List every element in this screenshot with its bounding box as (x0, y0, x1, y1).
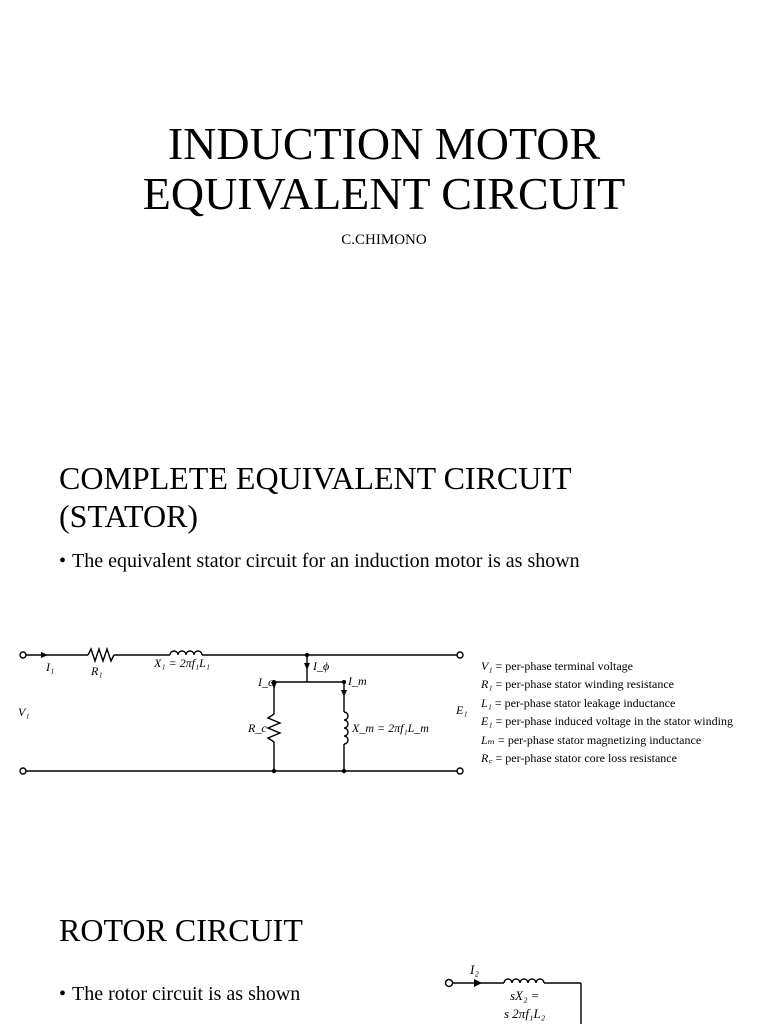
legend-row (481, 749, 733, 767)
label-I2: I₂ (470, 962, 479, 977)
label-Rc: R_c (248, 721, 267, 735)
author-name: C.CHIMONO (341, 232, 427, 248)
legend-text: = per-phase induced voltage in the stator winding (492, 714, 733, 729)
stator-bullet (59, 550, 580, 573)
label-R1: R₁ (91, 664, 103, 678)
label-Xm: X_m = 2πf₁L_m (352, 721, 429, 735)
slide-title-line1: INDUCTION MOTOR (167, 118, 601, 169)
label-E1: E₁ (456, 703, 468, 717)
label-Iphi: I_ϕ (313, 659, 330, 673)
legend-row (481, 694, 733, 712)
legend-text: = per-phase terminal voltage (492, 659, 633, 673)
legend-row (481, 657, 733, 675)
bullet-dot: • (59, 550, 67, 572)
section-heading-stator-line2: (STATOR) (59, 498, 199, 534)
rotor-bullet (59, 983, 300, 1006)
legend-symbol: L₁ (481, 695, 492, 710)
rotor-bullet-text: The rotor circuit is as shown (72, 983, 301, 1005)
slide-title-line2: EQUIVALENT CIRCUIT (142, 168, 626, 219)
legend-symbol: V₁ (481, 659, 493, 673)
legend-row (481, 675, 733, 693)
label-I1: I₁ (46, 660, 55, 674)
label-Im: I_m (348, 674, 367, 688)
legend-row (481, 712, 733, 730)
legend-symbol: Lₘ (481, 732, 496, 747)
label-sX2-expr: s 2πf₁L₂ (504, 1006, 546, 1021)
stator-circuit-diagram (0, 630, 480, 790)
section-heading-stator-line1: COMPLETE EQUIVALENT CIRCUIT (59, 460, 572, 496)
legend-row (481, 731, 733, 749)
legend-text: = per-phase stator magnetizing inductance (495, 732, 702, 747)
label-sX2: sX₂ = (510, 988, 540, 1003)
legend-text: = per-phase stator leakage inductance (491, 695, 676, 710)
legend-symbol: R₁ (481, 677, 493, 692)
legend-symbol: E₁ (481, 714, 493, 729)
bullet-dot: • (59, 983, 67, 1005)
legend-text: = per-phase stator core loss resistance (492, 751, 677, 766)
stator-legend (481, 657, 733, 767)
label-V1: V₁ (18, 705, 30, 719)
legend-symbol: R꜀ (481, 751, 493, 766)
label-Ic: I_c (258, 675, 274, 689)
label-X1: X₁ = 2πf₁L₁ (154, 656, 210, 670)
stator-bullet-text: The equivalent stator circuit for an induction motor is as shown (72, 550, 580, 572)
rotor-circuit-diagram (440, 955, 600, 1024)
section-heading-rotor: ROTOR CIRCUIT (59, 912, 303, 948)
legend-text: = per-phase stator winding resistance (492, 677, 674, 692)
